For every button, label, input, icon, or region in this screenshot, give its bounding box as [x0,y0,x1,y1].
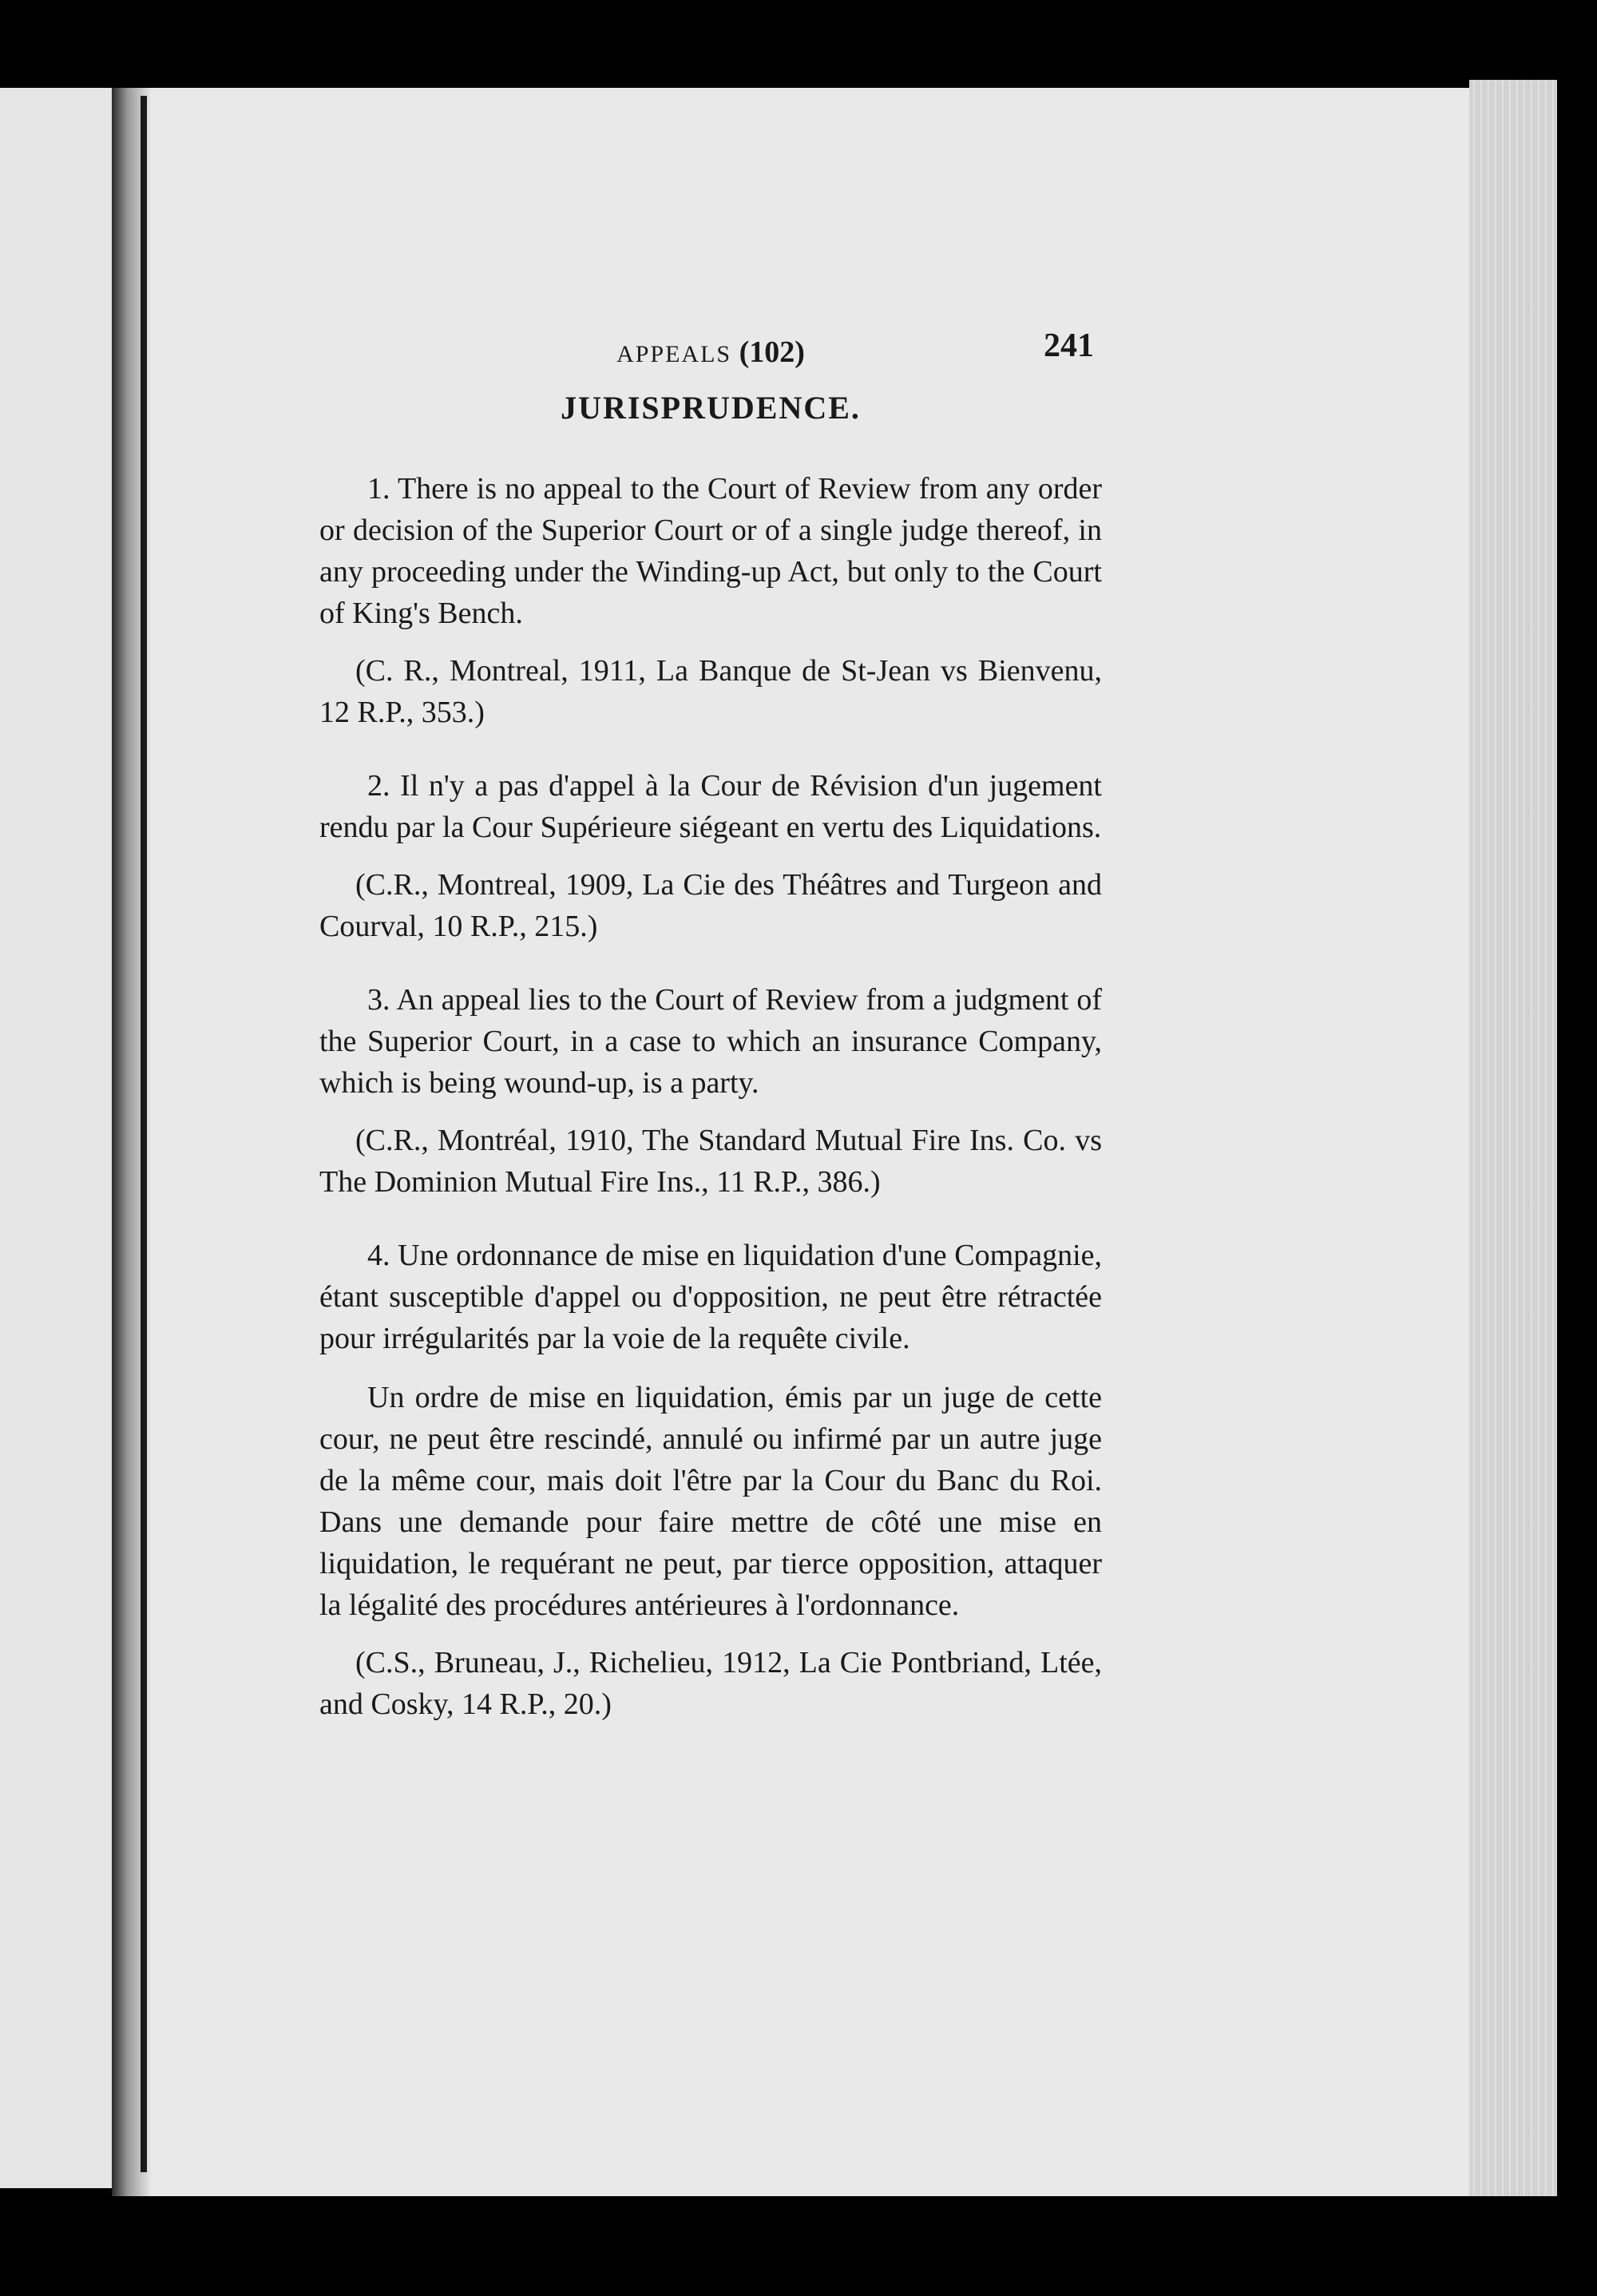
page-number: 241 [1044,327,1094,364]
entry-2-citation: (C.R., Montreal, 1909, La Cie des Théâtres and Turgeon and Courval, 10 R.P., 215.) [319,868,1102,943]
running-title-text: APPEALS [616,341,732,367]
entry-1 [319,468,1102,733]
entry-2-text: 2. Il n'y a pas d'appel à la Cour de Révision d'un jugement rendu par la Cour Supérieure siégeant en vertu des Liquidations. [319,769,1102,844]
entry-4-text: 4. Une ordonnance de mise en liquidation d'une Compagnie, étant susceptible d'appel ou d'opposition, ne peut être rétractée pour irrégularités par la voie de la requête civile. [319,1239,1102,1355]
entry-3-citation: (C.R., Montréal, 1910, The Standard Mutual Fire Ins. Co. vs The Dominion Mutual Fire Ins., 11 R.P., 386.) [319,1124,1102,1199]
entry-4-text-continued: Un ordre de mise en liquidation, émis par un juge de cette cour, ne peut être rescindé, annulé ou infirmé par un autre juge de la même cour, mais doit l'être par la Cour du Banc du Roi. Dans une demande pour faire mettre de côté une mise en liquidation, le requérant ne peut, par tierce opposition, attaquer la légalité des procédures antérieures à l'ordonnance. [319,1381,1102,1622]
entry-1-citation: (C. R., Montreal, 1911, La Banque de St-Jean vs Bienvenu, 12 R.P., 353.) [319,654,1102,729]
left-page-edge [141,96,147,2172]
entry-1-text: 1. There is no appeal to the Court of Review from any order or decision of the Superior Court or of a single judge thereof, in any proceeding under the Winding-up Act, but only to the Court of King's Bench. [319,472,1102,630]
entry-4 [319,1235,1102,1725]
page-edges-right [1469,80,1557,2196]
section-title: JURISPRUDENCE. [561,390,861,426]
entry-3-text: 3. An appeal lies to the Court of Review from a judgment of the Superior Court, in a case to which an insurance Company, which is being wound-up, is a party. [319,983,1102,1100]
entry-3 [319,979,1102,1203]
running-section-number: (102) [739,335,805,369]
page-content [319,323,1102,1757]
running-title [319,335,1102,370]
running-head [319,323,1102,371]
entry-2 [319,765,1102,947]
entry-4-citation: (C.S., Bruneau, J., Richelieu, 1912, La Cie Pontbriand, Ltée, and Cosky, 14 R.P., 20.) [319,1646,1102,1721]
left-page-fragment [0,88,120,2188]
